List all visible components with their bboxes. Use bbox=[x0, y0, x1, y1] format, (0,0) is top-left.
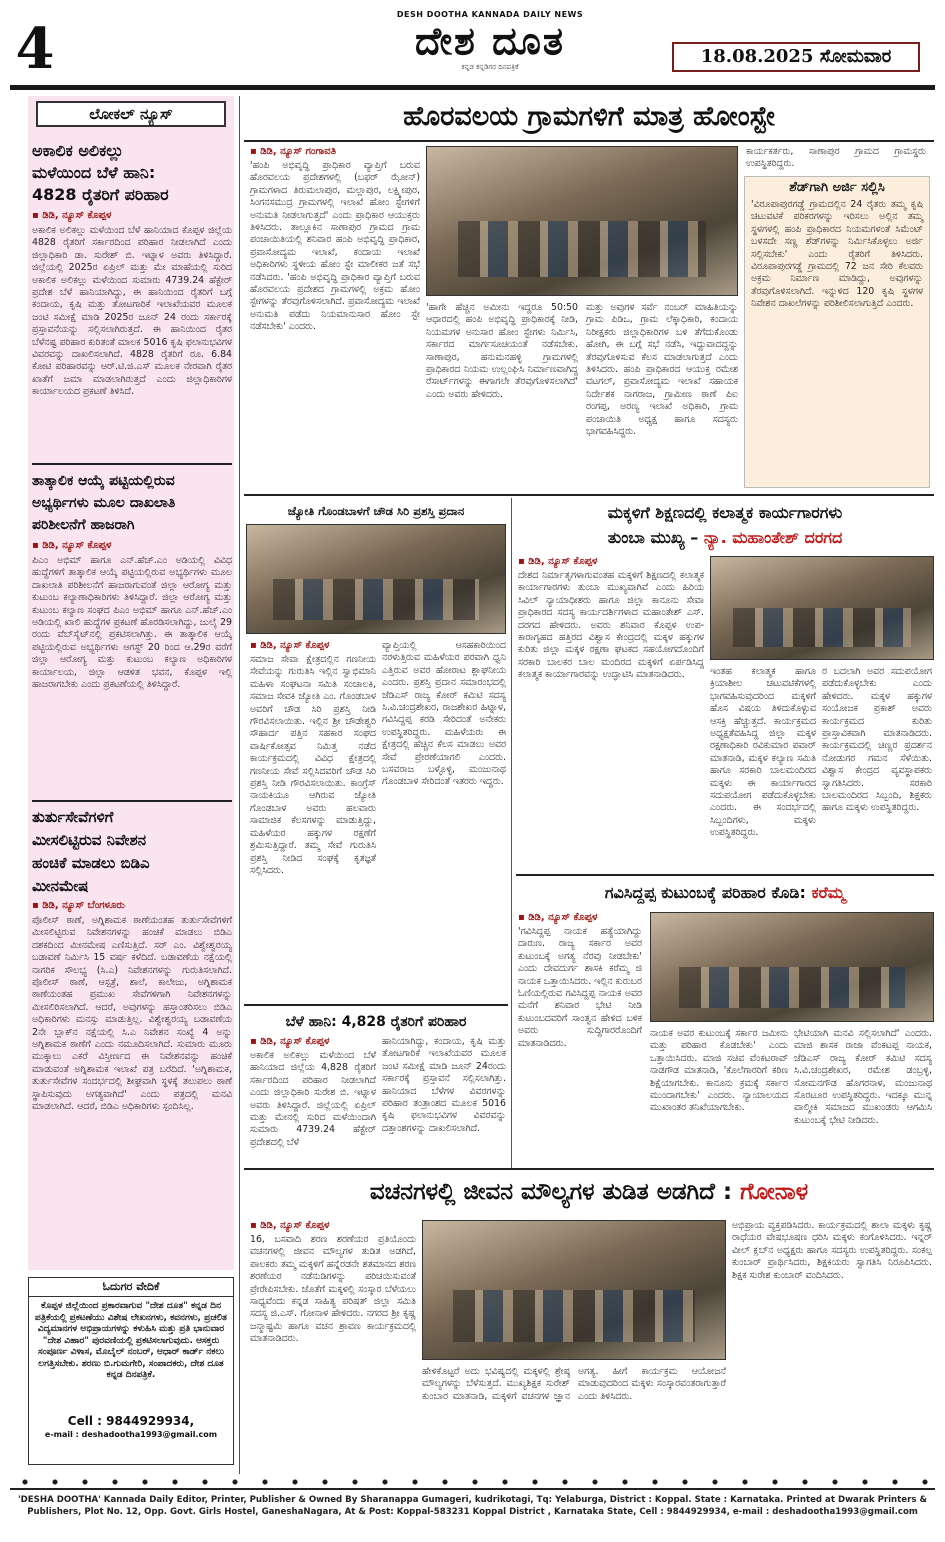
vachana-headline-name: ಗೋನಾಳ bbox=[740, 1179, 809, 1205]
column-rule bbox=[511, 498, 512, 1168]
children-body-b: ಇಂತಹ ಕಲಾತ್ಮಕ ಹಾಗೂ ಕ್ರಿಯಾಶೀಲ ಚಟುವಟಿಕೆಗಳಲ್ಲಿ ಭಾಗವಹಿಸುವುದರಿಂದ ಮಕ್ಕಳಿಗೆ ಹೊಸ ವಿಷಯ ತಿಳಿದುಕೊಳ್ಳುವ ಆಸಕ್ತಿ ಹೆಚ್ಚುತ್ತದೆ. ಕಾರ್ಯಕ್ರಮದ ಅಧ್ಯಕ್ಷತೆವಹಿಸಿದ್ದ ಜಿಲ್ಲಾ ಮಕ್ಕಳ ರಕ್ಷಣಾಧಿಕಾರಿ ರವಿಕುಮಾರ ಪವಾರ್ ಮಾತನಾಡಿ, ಮಕ್ಕಳ ಕಲ್ಯಾಣ ಸಮಿತಿ ಹಾಗೂ ಸರಕಾರಿ ಬಾಲಮಂದಿರದ ಮಕ್ಕಳು ಈ ಕಾರ್ಯಾಗಾರದ ಸದುಪಯೋಗ ಪಡೆದುಕೊಳ್ಳಬೇಕು ಎಂದರು. ಈ ಸಂದರ್ಭದಲ್ಲಿ ಸಿಬ್ಬಂದಿಗಳು, ಮಕ್ಕಳು ಉಪಸ್ಥಿತರಿದ್ದರು. bbox=[710, 666, 816, 839]
story1-headline-line1: ಅಕಾಲಿಕ ಅಲಿಕಲ್ಲು bbox=[32, 141, 124, 160]
crop-headline: ಬೆಳೆ ಹಾನಿ: 4,828 ರೈತರಿಗೆ ಪರಿಹಾರ bbox=[285, 1014, 467, 1030]
gavisiddappa-byline: ▪ ಡಿಡಿ, ನ್ಯೂಸ್ ಕೊಪ್ಪಳ bbox=[518, 912, 598, 923]
footer-line1: 'DESHA DOOTHA' Kannada Daily Editor, Printer, Publisher & Owned By Sharanappa Gumageri, kudrikotagi, Tq: Yelaburga, District : Koppal. State : Karnataka. Printed at Dwarak Printers & bbox=[18, 1495, 927, 1505]
divider bbox=[244, 1168, 934, 1170]
children-body-c: ರ ಬದಲಾಗಿ ಅವರ ಸದುಪಯೋಗ ಪಡೆದುಕೊಳ್ಳಬೇಕು ಎಂದು ಹೇಳಿದರು. ಮಕ್ಕಳ ಹಕ್ಕುಗಳ ಸಂಯೋಜಕ ಪ್ರಕಾಶ್ ಅವರು ಕಾರ್ಯಕ್ರಮದ ಕುರಿತು ಪ್ರಾಸ್ತಾವಿಕವಾಗಿ ಮಾತನಾಡಿದರು. ಕಾರ್ಯಕ್ರಮದಲ್ಲಿ ಚಿಣ್ಣರ ಪ್ರದರ್ಶನ ನೋಡುಗರ ಗಮನ ಸೆಳೆಯಿತು. ವಿಶ್ವಾಸ ಕೇಂದ್ರದ ವ್ಯವಸ್ಥಾಪಕರು ಸ್ವಾಗತಿಸಿದರು. ಸರಕಾರಿ ಬಾಲಮಂದಿರದ ಸಿಬ್ಬಂದಿ, ಶಿಕ್ಷಕರು ಹಾಗೂ ಮಕ್ಕಳು ಉಪಸ್ಥಿತರಿದ್ದರು. bbox=[822, 666, 932, 814]
divider bbox=[516, 874, 934, 876]
vachana-headline bbox=[244, 1172, 934, 1212]
divider bbox=[244, 1004, 508, 1006]
readers-forum-box bbox=[28, 1277, 234, 1465]
gavisiddappa-photo bbox=[650, 912, 934, 1022]
top-story-body-mid: 'ಹಾಗೇ ಹೆಚ್ಚಿನ ಅಮೀನು ಇದ್ದರೂ 50:50 ಆಧಾರದಲ್ಲಿ ಹಂಪಿ ಅಭಿವೃದ್ಧಿ ಪ್ರಾಧಿಕಾರಕ್ಕೆ ನೀಡಿ, ನಿಯಮಗಳ ಅನುಸಾರ ಹೋಂ ಸ್ಟೇಗಳು ನಿರ್ಮಿಸಿ, ಸರ್ಕಾರದ ಮಾರ್ಗಸೂಚಿಯಂತೆ ನಡೆಸಬೇಕು. ಸಾಣಾಪುರ, ಹನುಮನಹಳ್ಳಿ ಗ್ರಾಮಗಳಲ್ಲಿ ಪ್ರಾಧಿಕಾರದ ನಿಯಮ ಉಲ್ಲಂಘಿಸಿ ನಿರ್ಮಾಣವಾಗಿದ್ದ ರೆಸಾರ್ಟ್‌ಗಳನ್ನು ಈಗಾಗಲೇ ತೆರವುಗೊಳಿಸಲಾಗಿದೆ' ಎಂದು ಅವರು ಹೇಳಿದರು. bbox=[426, 302, 578, 400]
vachana-body-c: ಅಭಿಪ್ರಾಯ ವ್ಯಕ್ತಪಡಿಸಿದರು. ಕಾರ್ಯಕ್ರಮದಲ್ಲಿ ಶಾಲಾ ಮಕ್ಕಳು ಕೃಷ್ಣ ರಾಧೆಯರ ವೇಷಭೂಷಣ ಧರಿಸಿ ಮಕ್ಕಳು ಕಂಗೊಳಿಸಿದರು. ಇನ್ನರ್ ವೀಲ್ ಕ್ಲಬ್‌ನ ಅಧ್ಯಕ್ಷರು ಹಾಗೂ ಸದಸ್ಯರು ಉಪಸ್ಥಿತರಿದ್ದರು. ಸಂಕಲ್ಪ ಕುಂಬಾರ್ ಪ್ರಾರ್ಥಿಸಿದರು, ಶಿಕ್ಷಕಿಯರು ಸ್ವಾಗತಿಸಿ ನಿರೂಪಿಸಿದರು. ಶಿಕ್ಷಕ ಸುರೇಶ ಕುಂಬಾರ್ ವಂದಿಸಿದರು. bbox=[732, 1220, 932, 1281]
divider bbox=[32, 800, 232, 802]
story2-headline-line2: ಅಭ್ಯರ್ಥಿಗಳು ಮೂಲ ದಾಖಲಾತಿ bbox=[32, 495, 176, 511]
story1-byline: ▪ ಡಿಡಿ, ನ್ಯೂಸ್ ಕೊಪ್ಪಳ bbox=[32, 210, 112, 221]
masthead-tagline: ಕನ್ನಡ ಕನ್ನಡಿಗರ ದಿನಪತ್ರಿಕೆ bbox=[461, 63, 519, 71]
registration-dots bbox=[10, 1478, 935, 1486]
children-body-a: ದೇಶದ ನಿರ್ಮಾತೃಗಳಾಗುವಂತಹ ಮಕ್ಕಳಿಗೆ ಶಿಕ್ಷಣದಲ್ಲಿ ಕಲಾತ್ಮಕ ಕಾರ್ಯಾಗಾರಗಳು ತುಂಬಾ ಮುಖ್ಯವಾಗಿವೆ ಎಂದು ಹಿರಿಯ ಸಿವಿಲ್ ನ್ಯಾಯಾಧೀಶರು ಹಾಗೂ ಜಿಲ್ಲಾ ಕಾನೂನು ಸೇವಾ ಪ್ರಾಧಿಕಾರದ ಸದಸ್ಯ ಕಾರ್ಯದರ್ಶಿಗಳಾದ ಮಹಾಂತೇಶ್ ಎಸ್. ದರಗದ ಹೇಳಿದರು. ಅವರು ಶನಿವಾರ ಕೊಪ್ಪಳ ಉಪ-ಕಾರಾಗೃಹದ ಹತ್ತಿರದ ವಿಶ್ವಾಸ ಕೇಂದ್ರದಲ್ಲಿ ಮಕ್ಕಳ ಹಕ್ಕುಗಳ ಕುರಿತು ಜಿಲ್ಲಾ ಮಕ್ಕಳ ರಕ್ಷಣಾ ಘಟಕದ ಸಹಯೋಗದೊಂದಿಗೆ ಸರಕಾರಿ ಬಾಲಕರ ಬಾಲ ಮಂದಿರದ ಮಕ್ಕಳಿಗೆ ಏರ್ಪಡಿಸಿದ್ದ ಕಲಾತ್ಮಕ ಕಾರ್ಯಾಗಾರವನ್ನು ಉದ್ಘಾಟಿಸಿ ಮಾತನಾಡಿದರು. bbox=[518, 570, 704, 681]
award-byline: ▪ ಡಿಡಿ, ನ್ಯೂಸ್ ಕೊಪ್ಪಳ bbox=[250, 640, 330, 651]
story1-body: ಅಕಾಲಿಕ ಅಲಿಕಲ್ಲು ಮಳೆಯಿಂದ ಬೆಳೆ ಹಾನಿಯಾದ ಕೊಪ್ಪಳ ಜಿಲ್ಲೆಯ 4828 ರೈತರಿಗೆ ಸರ್ಕಾರದಿಂದ ಪರಿಹಾರ ನೀಡಲಾಗಿದೆ ಎಂದು ಜಿಲ್ಲಾಧಿಕಾರಿ ಡಾ. ಸುರೇಶ್ ಬಿ. ಇಟ್ನಾಳ ಅವರು ತಿಳಿಸಿದ್ದಾರೆ. ಜಿಲ್ಲೆಯಲ್ಲಿ 2025ರ ಏಪ್ರಿಲ್ ಮತ್ತು ಮೇ ಮಾಹೆಯಲ್ಲಿ ಸುರಿದ ಅಕಾಲಿಕ ಅಲಿಕಲ್ಲು ಮಳೆಯಿಂದ ಸುಮಾರು 4739.24 ಹೆಕ್ಟೇರ್ ಪ್ರದೇಶ ಬೆಳೆ ಹಾನಿಯಾಗಿದ್ದು, ಈ ಹಾನಿಯಿಂದ ರೈತರಿಗೆ ಬಗ್ಗೆ ಕಂದಾಯ, ಕೃಷಿ ಮತ್ತು ತೋಟಗಾರಿಕೆ ಇಲಾಖೆಯವರ ಮೂಲಕ ಜಂಟಿ ಸಮೀಕ್ಷೆ ಮಾಡಿ 2025ರ ಜೂನ್ 24 ರಂದು ಸರ್ಕಾರಕ್ಕೆ ಪ್ರಸ್ತಾವನೆಯನ್ನು ಸಲ್ಲಿಸಲಾಗಿರುತ್ತದೆ. ಈ ಹಾನಿಯಿಂದ ರೈತರ ಬೆಳೆನಷ್ಟ ಪರಿಹಾರ ಕುರಿತಂತೆ ಮಾಲಕ 5016 ಕೃಷಿ ಫಲಾನುಭವಿಗಳ ವಿವರವನ್ನು ದಾಖಲಿಸಲಾಗಿದೆ. 4828 ರೈತರಿಗೆ ರೂ. 6.84 ಕೋಟಿ ಪರಿಹಾರವನ್ನು ಆರ್.ಟಿ.ಜಿ.ಎಸ್ ಮೂಲಕ ನೇರವಾಗಿ ರೈತರ ಖಾತೆಗೆ ಜಮಾ ಮಾಡಲಾಗಿರುತ್ತದೆ ಎಂದು ಜಿಲ್ಲಾಧಿಕಾರಿಗಳ ಕಾರ್ಯಾಲಯದ ಪ್ರಕಟಣೆ ತಿಳಿಸಿದೆ. bbox=[32, 225, 232, 398]
footer-imprint bbox=[10, 1488, 935, 1532]
story3-byline: ▪ ಡಿಡಿ, ನ್ಯೂಸ್ ಬೆಂಗಳೂರು bbox=[32, 900, 125, 911]
children-headline bbox=[516, 500, 934, 550]
story1-headline-line3: 4828 ರೈತರಿಗೆ ಪರಿಹಾರ bbox=[32, 185, 169, 204]
divider bbox=[244, 494, 934, 496]
award-body-b: ವ್ಯಾಪ್ತಿಯಲ್ಲಿ ಆಸಹಕಾರಿಯಿಂದ ನರಳುತ್ತಿರುವ ಮಹಿಳೆಯರ ಪರವಾಗಿ ಧ್ವನಿ ಎತ್ತಿರುವ ಅವರ ಹೋರಾಟ ಶ್ಲಾಘನೀಯ ಎಂದರು. ಪ್ರಶಸ್ತಿ ಪ್ರದಾನ ಸಮಾರಂಭದಲ್ಲಿ ಜೆಡಿಎಸ್ ರಾಜ್ಯ ಕೋರ್ ಕಮಿಟಿ ಸದಸ್ಯ ಸಿ.ವಿ.ಚಂದ್ರಶೇಖರ, ರಾಜಶೇಖರ ಹಿಟ್ನಾಳ, ಗವಿಸಿದ್ದಪ್ಪ ಕರಡಿ ಸೇರಿದಂತೆ ಅನೇಕರು ಉಪಸ್ಥಿತರಿದ್ದರು. ಮಹಿಳೆಯರು ಈ ಕ್ಷೇತ್ರದಲ್ಲಿ ಹೆಚ್ಚಿನ ಕೆಲಸ ಮಾಡಲು ಅವರ ಸೇವೆ ಪ್ರೇರಣೆಯಾಗಲಿ ಎಂದರು. ಬಸವರಾಜ ಬಳ್ಳೊಳ್ಳಿ, ಮಂಜುನಾಥ ಗೊಂಡಬಾಳ ಸೇರಿದಂತೆ ಇತರರು ಇದ್ದರು. bbox=[382, 640, 506, 788]
story3-headline-line1: ತುರ್ತುಸೇವೆಗಳಿಗೆ bbox=[32, 808, 114, 826]
story2-headline bbox=[32, 470, 232, 536]
footer-line2: Publishers, Plot No. 12, Opp. Govt. Girls Hostel, GaneshaNagara, At & Post: Koppal-583231 Koppal District , Karnataka State, Cell : 9844929934, e-mail : deshadootha1993@gmail.com bbox=[27, 1507, 918, 1517]
top-story-sidebar bbox=[744, 176, 930, 488]
story2-byline: ▪ ಡಿಡಿ, ನ್ಯೂಸ್ ಕೊಪ್ಪಳ bbox=[32, 540, 112, 551]
story1-headline-line2: ಮಳೆಯಿಂದ ಬೆಳೆ ಹಾನಿ: bbox=[32, 163, 156, 182]
vachana-headline-main: ವಚನಗಳಲ್ಲಿ ಜೀವನ ಮೌಲ್ಯಗಳ ತುಡಿತ ಅಡಗಿದೆ : bbox=[369, 1179, 733, 1205]
vachana-photo bbox=[422, 1220, 726, 1360]
story3-body: ಪೊಲೀಸ್ ಠಾಣೆ, ಅಗ್ನಿಶಾಮಕ ಠಾಣೆಯಂತಹ ತುರ್ತುಸೇವೆಗಳಿಗೆ ಮೀಸಲಿಟ್ಟಿರುವ ನಿವೇಶನಗಳನ್ನು ಹಂಚಿಕೆ ಮಾಡಲು ಬಿಡಿಎ ದಶಕದಿಂದ ಮೀನಮೇಷ ಎಣಿಸುತ್ತಿದೆ. ಸರ್ ಎಂ. ವಿಶ್ವೇಶ್ವರಯ್ಯ ಬಡಾವಣೆ ನಿರ್ಮಿಸಿ 15 ವರ್ಷ ಕಳೆದಿದೆ. ಬಡಾವಣೆಯ ನಕ್ಷೆಯಲ್ಲಿ ನಾಗರಿಕ ಸೌಲಭ್ಯ (ಸಿ.ಎ) ನಿವೇಶನಗಳನ್ನು ಗುರುತಿಸಲಾಗಿದೆ. ಪೊಲೀಸ್ ಠಾಣೆ, ಆಸ್ಪತ್ರೆ, ಶಾಲೆ, ಕಾಲೇಜು, ಅಗ್ನಿಶಾಮಕ ಠಾಣೆಯಂತಹ ಪ್ರಮುಖ ಸೇವೆಗಳಿಗಾಗಿ ನಿವೇಶನಗಳನ್ನು ಮೀಸಲಿರಿಸಲಾಗಿದೆ. ಆದರೆ, ಅವುಗಳನ್ನು ಹಸ್ತಾಂತರಿಸಲು ಬಿಡಿಎ ಅಧಿಕಾರಿಗಳು ಮನಸ್ಸು ಮಾಡುತ್ತಿಲ್ಲ. ವಿಶ್ವೇಶ್ವರಯ್ಯ ಬಡಾವಣೆಯ 2ನೇ ಬ್ಲಾಕ್‌ನ ನಕ್ಷೆಯಲ್ಲಿ ಸಿ.ಎ ನಿವೇಶನ ಸಂಖ್ಯೆ 4 ಅನ್ನು ಅಗ್ನಿಶಾಮಕ ಠಾಣೆಗೆ ಎಂದು ನಮೂದಿಸಲಾಗಿದೆ. ಸುಮಾರು ಮೂರು ಮುಕ್ಕಾಲು ಎಕರೆ ವಿಸ್ತೀರ್ಣದ ಈ ನಿವೇಶನವನ್ನು ಹಂಚಿಕೆ ಮಾಡುವಂತೆ ಅಗ್ನಿಶಾಮಕ ಇಲಾಖೆ ಪತ್ರ ಬರೆದಿದೆ. 'ಅಗ್ನಿಶಾಮಕ, ತುರ್ತುಸೇವೆಗಳ ಸಂದರ್ಭದಲ್ಲಿ ಶೀಘ್ರವಾಗಿ ಸ್ಥಳಕ್ಕೆ ತಲುಪಲು ಠಾಣೆ ಸ್ಥಾಪಿಸುವುದು ಅಗತ್ಯವಾಗಿದೆ' ಎಂದು ಪತ್ರದಲ್ಲಿ ಮನವಿ ಮಾಡಲಾಗಿದೆ. ಆದರೆ, ಬಿಡಿಎ ಅಧಿಕಾರಿಗಳು ಸ್ಪಂದಿಸಿಲ್ಲ. bbox=[32, 915, 232, 1113]
section-label: ಲೋಕಲ್ ನ್ಯೂಸ್ bbox=[89, 105, 173, 123]
children-headline-line1: ಮಕ್ಕಳಿಗೆ ಶಿಕ್ಷಣದಲ್ಲಿ ಕಲಾತ್ಮಕ ಕಾರ್ಯಗಾರಗಳು bbox=[607, 503, 843, 522]
children-byline: ▪ ಡಿಡಿ, ನ್ಯೂಸ್ ಕೊಪ್ಪಳ bbox=[518, 556, 598, 567]
readers-forum-email: e-mail : deshadootha1993@gmail.com bbox=[44, 1430, 218, 1439]
award-body-a: ಸಮಾಜ ಸೇವಾ ಕ್ಷೇತ್ರದಲ್ಲಿನ ಗಣನೀಯ ಸೇವೆಯನ್ನು ಗುರುತಿಸಿ ಇಲ್ಲಿನ ಸ್ವಾಭಿಮಾನಿ ಮಹಿಳಾ ಸಂಘಟನಾ ಸಮಿತಿ ಸಂಚಾಲಕಿ, ಸಮಾಜ ಸೇವಕಿ ಜ್ಯೋತಿ ಎಂ. ಗೊಂಡಬಾಳ ಅವರಿಗೆ ಚೌಡ ಸಿರಿ ಪ್ರಶಸ್ತಿ ನೀಡಿ ಗೌರವಿಸಲಾಯಿತು. ಇಲ್ಲಿನ ಶ್ರೀ ಚೌಡೇಶ್ವರಿ ಸೌಹಾರ್ದ ಪತ್ತಿನ ಸಹಕಾರ ಸಂಘದ ವಾರ್ಷಿಕೋತ್ಸವ ನಿಮಿತ್ತ ನಡೆದ ಕಾರ್ಯಕ್ರಮದಲ್ಲಿ ವಿವಿಧ ಕ್ಷೇತ್ರದಲ್ಲಿ ಗಣನೀಯ ಸೇವೆ ಸಲ್ಲಿಸಿದವರಿಗೆ ಚೌಡ ಸಿರಿ ಪ್ರಶಸ್ತಿ ನೀಡಿ ಗೌರವಿಸಲಾಯಿತು. ಕಾಂಗ್ರೆಸ್ ನಾಯಕಿಯೂ ಆಗಿರುವ ಜ್ಯೋತಿ ಗೊಂಡಬಾಳ ಅವರು ಹಲವಾರು ಸಾಮಾಜಿಕ ಕೆಲಸಗಳನ್ನು ಮಾಡುತ್ತಿದ್ದು, ಮಹಿಳೆಯರ ಹಕ್ಕುಗಳ ರಕ್ಷಣೆಗೆ ಶ್ರಮಿಸುತ್ತಿದ್ದಾರೆ. ತಮ್ಮ ಸೇವೆ ಗುರುತಿಸಿ ಪ್ರಶಸ್ತಿ ನೀಡಿದ ಸಂಘಕ್ಕೆ ಕೃತಜ್ಞತೆ ಸಲ್ಲಿಸಿದರು. bbox=[250, 654, 376, 876]
readers-forum-cell: Cell : 9844929934, bbox=[67, 1414, 195, 1428]
vachana-body-a: 16, ಬಸವಾದಿ ಶರಣ ಶರಣೆಯರ ಪ್ರತಿಯೊಂದು ವಚನಗಳಲ್ಲಿ ಜೀವನ ಮೌಲ್ಯಗಳ ತುಡಿತ ಅಡಗಿದೆ, ಪಾಲಕರು ತಮ್ಮ ಮಕ್ಕಳಿಗೆ ಹನ್ನೆರಡನೇ ಶತಮಾನದ ಶರಣ ಶರಣೆಯರ ನಡೆನುಡಿಗಳನ್ನು ಪರಿಚಯಿಸುವಂತೆ ಪ್ರೇರೇಪಿಸಬೇಕು. ಜೊತೆಗೆ ಮಕ್ಕಳಲ್ಲಿ ಸಂಸ್ಕಾರ ಬೆಳೆಯಲು ಸಾಧ್ಯವೆಂದು ಕನ್ನಡ ಸಾಹಿತ್ಯ ಪರಿಷತ್ ಜಿಲ್ಲಾ ಸಮಿತಿ ಸದಸ್ಯ ಜಿ.ಎಸ್. ಗೋನಾಳ ಹೇಳಿದರು. ನಗರದ ಶ್ರೀ ಕೃಷ್ಣ ಜನ್ಮಾಷ್ಟಮಿ ಹಾಗೂ ವಚನ ಶ್ರಾವಣ ಕಾರ್ಯಕ್ರಮದಲ್ಲಿ ಮಾತನಾಡಿದರು. bbox=[250, 1234, 416, 1345]
divider bbox=[244, 140, 934, 142]
story2-body: ಪಿಎಂ ಅಭಿಮ್ ಹಾಗೂ ಎನ್.ಹೆಚ್.ಎಂ ಅಡಿಯಲ್ಲಿ ವಿವಿಧ ಹುದ್ದೆಗಳಿಗೆ ತಾತ್ಕಾಲಿಕ ಆಯ್ಕೆ ಪಟ್ಟಿಯಲ್ಲಿರುವ ಅಭ್ಯರ್ಥಿಗಳು ಮೂಲ ದಾಖಲಾತಿ ಪರಿಶೀಲನೆಗೆ ಹಾಜರಾಗುವಂತೆ ಜಿಲ್ಲಾ ಆರೋಗ್ಯ ಮತ್ತು ಕುಟುಂಬ ಕಲ್ಯಾಣಾಧಿಕಾರಿಗಳು ತಿಳಿಸಿದ್ದಾರೆ. ಜಿಲ್ಲಾ ಆರೋಗ್ಯ ಮತ್ತು ಕುಟುಂಬ ಕಲ್ಯಾಣ ಸಂಘದ ಪಿಎಂ ಅಭಿಮ್ ಹಾಗೂ ಎನ್.ಹೆಚ್.ಎಂ ಅಡಿಯಲ್ಲಿ ಖಾಲಿ ಹುದ್ದೆಗಳ ಪ್ರಕಟಣೆ ಹೊರಡಿಸಲಾಗಿದ್ದು, ಜುಲೈ 29 ರಂದು ವೆಬ್‌ಸೈಟ್‌ನಲ್ಲಿ ಪ್ರಕಟಿಸಲಾಗಿತ್ತು. ಈ ತಾತ್ಕಾಲಿಕ ಆಯ್ಕೆ ಪಟ್ಟಿಯಲ್ಲಿರುವ ಅಭ್ಯರ್ಥಿಗಳು ಆಗಸ್ಟ್ 20 ರಿಂದ ಆ.29ರ ವರೆಗೆ ಜಿಲ್ಲಾ ಆರೋಗ್ಯ ಮತ್ತು ಕುಟುಂಬ ಕಲ್ಯಾಣ ಅಧಿಕಾರಿಗಳ ಕಾರ್ಯಾಲಯ, ಜಿಲ್ಲಾ ಆಡಳಿತ ಭವನ, ಕೊಪ್ಪಳ ಇಲ್ಲಿ ಹಾಜರಾಗಬೇಕು ಎಂದು ಪ್ರಕಟಣೆಯಲ್ಲಿ ತಿಳಿಸಿದ್ದಾರೆ. bbox=[32, 555, 232, 691]
children-headline-line2: ತುಂಬಾ ಮುಖ್ಯ – bbox=[607, 528, 699, 547]
page-number: 4 bbox=[15, 16, 55, 82]
masthead bbox=[360, 10, 620, 80]
story1-headline bbox=[32, 140, 232, 206]
top-story-body-right: ಮತ್ತು ಅವುಗಳ ಸರ್ವೆ ನಂಬರ್ ಮಾಹಿತಿಯನ್ನು ಗ್ರಾಮ ಪಿಡಿಒ, ಗ್ರಾಮ ಲೆಕ್ಕಾಧಿಕಾರಿ, ಕಂದಾಯ ನಿರೀಕ್ಷಕರು ಜಿಲ್ಲಾಧಿಕಾರಿಗಳ ಬಳಿ ತೆಗೆದುಕೊಂಡು ಹೋಗಿ, ಈ ಬಗ್ಗೆ ಸಭೆ ನಡೆಸಿ, ಇದ್ದುವಾದದ್ದನ್ನು ತೆರವುಗೊಳಿಸುವ ಕೆಲಸ ಮಾಡಲಾಗುತ್ತದೆ ಎಂದು ತಿಳಿಸಿದರು. ಹಂಪಿ ಪ್ರಾಧಿಕಾರದ ಆಯುಕ್ತ ರಮೇಶ ವಟಗಲ್, ಪ್ರವಾಸೋದ್ಯಮ ಇಲಾಖೆ ಸಹಾಯಕ ನಿರ್ದೇಶಕ ನಾಗರಾಜ, ಗ್ರಾಮೀಣ ಠಾಣೆ ಪಿಐ ರಂಗಪ್ಪ, ಅರಣ್ಯ ಇಲಾಖೆ ಅಧಿಕಾರಿ, ಗ್ರಾಮ ಪಂಚಾಯಿತಿ ಅಧ್ಯಕ್ಷ ಹಾಗೂ ಸದಸ್ಯರು ಭಾಗವಹಿಸಿದ್ದರು. bbox=[586, 302, 738, 438]
top-story-byline: ▪ ಡಿಡಿ, ನ್ಯೂಸ್ ಗಂಗಾವತಿ bbox=[250, 146, 336, 157]
story2-headline-line1: ತಾತ್ಕಾಲಿಕ ಆಯ್ಕೆ ಪಟ್ಟಿಯಲ್ಲಿರುವ bbox=[32, 473, 175, 489]
crop-body-a: ಅಕಾಲಿಕ ಅಲಿಕಲ್ಲು ಮಳೆಯಿಂದ ಬೆಳೆ ಹಾನಿಯಾದ ಜಿಲ್ಲೆಯ 4,828 ರೈತರಿಗೆ ಸರ್ಕಾರದಿಂದ ಪರಿಹಾರ ನೀಡಲಾಗಿದೆ ಎಂದು ಜಿಲ್ಲಾಧಿಕಾರಿ ಸುರೇಶ ಬಿ. ಇಟ್ನಾಳ ಅವರು ತಿಳಿಸಿದ್ದಾರೆ. ಜಿಲ್ಲೆಯಲ್ಲಿ ಏಪ್ರಿಲ್ ಮತ್ತು ಮೇನಲ್ಲಿ ಸುರಿದ ಮಳೆಯಿಂದಾಗಿ ಸುಮಾರು 4739.24 ಹೆಕ್ಟೇರ್ ಪ್ರದೇಶದಲ್ಲಿ ಬೆಳೆ bbox=[250, 1050, 376, 1148]
sidebar-body: 'ವಿರೂಪಾಪುರಗಡ್ಡೆ ಗ್ರಾಮದಲ್ಲಿನ 24 ರೈತರು ತಮ್ಮ ಕೃಷಿ ಚಟುವಟಿಕೆ ಪರಿಕರಗಳನ್ನು ಇರಿಸಲು ಅಲ್ಲಿನ ತಮ್ಮ ಸ್ಥಳಗಳಲ್ಲಿ ಹಂಪಿ ಪ್ರಾಧಿಕಾರದ ನಿಯಮಗಳಂತೆ ಸಿಮೆಂಟ್ ಬಳಸದೇ ಸಣ್ಣ ಶೆಡ್‌ಗಳನ್ನು ನಿರ್ಮಿಸಿಕೊಳ್ಳಲು ಅರ್ಜಿ ಸಲ್ಲಿಸಬೇಕು' ಎಂದು ರೈತರಿಗೆ ತಿಳಿಸಿದರು. ವಿರೂಪಾಪುರಗಡ್ಡೆ ಗ್ರಾಮದಲ್ಲಿ 72 ಜನ ಸೇರಿ ಕೆಲವರು ಅಕ್ರಮ ನಿರ್ಮಾಣ ಮಾಡಿದ್ದು, ಅವುಗಳನ್ನು ತೆರವುಗೊಳಿಸಲಾಗಿದೆ. ಇನ್ನುಳಿದ 120 ಕೃಷಿ ಸ್ಥಳಗಳ ನಿವೇಶನ ದಾಖಲೆಗಳನ್ನು ಪರಿಶೀಲಿಸಲಾಗುತ್ತಿದೆ ಎಂದರು. bbox=[751, 199, 923, 310]
vachana-body-b: ಹೇಳಿಕೊಟ್ಟರೆ ಅದು ಭವಿಷ್ಯದಲ್ಲಿ ಮಕ್ಕಳಲ್ಲಿ ಶ್ರೇಷ್ಠ ಮೌಲ್ಯಗಳನ್ನು ಬೆಳೆಸುತ್ತದೆ. ಮುಖ್ಯಶಿಕ್ಷಕ ಸುರೇಶ್ ಕುಂಬಾರ ಮಾತನಾಡಿ, ಮಕ್ಕಳಿಗೆ ವಚನಗಳ ಜ್ಞಾನ ಅಗತ್ಯ. ಹೀಗೆ ಕಾರ್ಯಕ್ರಮ ಆಯೋಜನೆ ಮಾಡುವುದರಿಂದ ಮಕ್ಕಳು ಸಂಸ್ಕಾರವಂತರಾಗುತ್ತಾರೆ ಎಂದು ತಿಳಿಸಿದರು. bbox=[422, 1366, 726, 1402]
gavisiddappa-body-c: ಭೇಟಿಯಾಗಿ ಮನವಿ ಸಲ್ಲಿಸಲಾಗಿದೆ' ಎಂದರು. ಮಾಜಿ ಶಾಸಕ ರಾಜಾ ವೆಂಕಟಪ್ಪ ನಾಯಕ, ಜೆಡಿಎಸ್ ರಾಜ್ಯ ಕೋರ್ ಕಮಿಟಿ ಸದಸ್ಯ ಸಿ.ವಿ.ಚಂದ್ರಶೇಖರ, ರಮೇಶ ಡಂಬ್ರಳ್ಳಿ, ಸೋಮನಗೌಡ ಹೊಗರನಾಳ, ಮಂಜುನಾಥ ಸೊರಟೂರ ಉಪಸ್ಥಿತರಿದ್ದರು. ಇದಕ್ಕೂ ಮುನ್ನ ವಾಲ್ಮೀಕಿ ಸಮಾಜದ ಮುಖಂಡರು ಆಗಮಿಸಿ ಕುಟುಂಬಕ್ಕೆ ಭೇಟಿ ನೀಡಿದರು. bbox=[794, 1028, 932, 1126]
column-rule bbox=[239, 96, 240, 1474]
story3-headline-line3: ಹಂಚಿಕೆ ಮಾಡಲು ಬಿಡಿಎ bbox=[32, 854, 150, 872]
divider bbox=[32, 463, 232, 465]
readers-forum-body: ಕೊಪ್ಪಳ ಜಿಲ್ಲೆಯಿಂದ ಪ್ರಕಾರವಾಗುವ "ದೇಶ ದೂತ" ಕನ್ನಡ ದಿನ ಪತ್ರಿಕೆಯಲ್ಲಿ ಪ್ರಕಟಣೆಯು ವಿಶೇಷ ಲೇಖನಗಳು, ಕವನಗಳು, ಪ್ರಚಲಿತ ವಿದ್ಯಮಾನಗಳ ಅಭಿಪ್ರಾಯಗಳನ್ನು ಕಳುಹಿಸಿ ಮತ್ತು ಪ್ರತಿ ಭಾನುವಾರ "ದೇಶ ವಿಹಾರ" ಪುರವಣಿಯಲ್ಲಿ ಪ್ರಕಟಿಸಲಾಗುವುದು. ಆಸಕ್ತರು ಸಂಪೂರ್ಣ ವಿಳಾಸ, ಮೊಬೈಲ್ ನಂಬರ್, ಆಧಾರ್ ಕಾರ್ಡ್ ನಕಲು ಲಗತ್ತಿಸಬೇಕು. ಶರಣು ಬಿ.ಗುಮಗೇರಿ, ಸಂಪಾದಕರು, ದೇಶ ದೂತ ಕನ್ನಡ ದಿನಪತ್ರಿಕೆ. bbox=[35, 1301, 227, 1380]
gavisiddappa-body-a: 'ಗವಿಸಿದ್ದಪ್ಪ ನಾಯಕ ಹತ್ಯೆಯಾಗಿದ್ದು ದಾರುಣ. ರಾಜ್ಯ ಸರ್ಕಾರ ಅವರ ಕುಟುಂಬಕ್ಕೆ ಅಗತ್ಯ ನೆರವು ನೀಡಬೇಕು' ಎಂದು ದೇವದುರ್ಗ ಶಾಸಕಿ ಕರೆಮ್ಮ ಜಿ ನಾಯಕ ಒತ್ತಾಯಿಸಿದರು. ಇಲ್ಲಿನ ಕುರುಬರ ಓಣಿಯಲ್ಲಿರುವ ಗವಿಸಿದ್ದಪ್ಪ ನಾಯಕ ಅವರ ಮನೆಗೆ ಶನಿವಾರ ಭೇಟಿ ನೀಡಿ ಕುಟುಂಬದವರಿಗೆ ಸಾಂತ್ವನ ಹೇಳಿದ ಬಳಿಕ ಅವರು ಸುದ್ದಿಗಾರರೊಂದಿಗೆ ಮಾತನಾಡಿದರು. bbox=[518, 926, 642, 1049]
header-rule bbox=[10, 85, 935, 90]
gavisiddappa-headline-main: ಗವಿಸಿದ್ದಪ್ಪ ಕುಟುಂಬಕ್ಕೆ ಪರಿಹಾರ ಕೊಡಿ: bbox=[604, 883, 806, 902]
readers-forum-title: ಓದುಗರ ವೇದಿಕೆ bbox=[29, 1278, 233, 1297]
top-story-headline: ಹೊರವಲಯ ಗ್ರಾಮಗಳಿಗೆ ಮಾತ್ರ ಹೋಂಸ್ಟೇ bbox=[403, 101, 775, 132]
gavisiddappa-body-b: ನಾಯಕ ಅವರ ಕುಟುಂಬಕ್ಕೆ ಸರ್ಕಾರ ಜಮೀನು ಮತ್ತು ಪರಿಹಾರ ಕೊಡಬೇಕು' ಎಂದು ಒತ್ತಾಯಿಸಿದರು. ಮಾಜಿ ಸಚಿವ ವೆಂಕಟರಾವ್ ನಾಡಗೌಡ ಮಾತನಾಡಿ, 'ಕೊಲೆಗಾರರಿಗೆ ಕಠಿಣ ಶಿಕ್ಷೆಯಾಗಬೇಕು. ಕಾನೂನು ಕ್ರಮಕ್ಕೆ ಸರ್ಕಾರ ಮುಂದಾಗಬೇಕು' ಎಂದರು. ನ್ಯಾಯಾಲಯದ ಮುಖಾಂತರ ತನಿಖೆಯಾಗಬೇಕು. bbox=[650, 1028, 788, 1114]
award-headline: ಜ್ಯೋತಿ ಗೊಂಡಬಾಳಗೆ ಚೌಡ ಸಿರಿ ಪ್ರಶಸ್ತಿ ಪ್ರದಾನ bbox=[287, 504, 465, 518]
story3-headline-line4: ಮೀನಮೇಷ bbox=[32, 877, 89, 895]
crop-byline: ▪ ಡಿಡಿ, ನ್ಯೂಸ್ ಕೊಪ್ಪಳ bbox=[250, 1036, 330, 1047]
award-photo bbox=[246, 524, 506, 634]
top-story-photo bbox=[426, 146, 738, 296]
section-label-box bbox=[36, 101, 226, 127]
story3-headline bbox=[32, 806, 232, 898]
vachana-byline: ▪ ಡಿಡಿ, ನ್ಯೂಸ್ ಕೊಪ್ಪಳ bbox=[250, 1220, 330, 1231]
crop-body-b: ಹಾನಿಯಾಗಿದ್ದು, ಕಂದಾಯ, ಕೃಷಿ ಮತ್ತು ತೋಟಗಾರಿಕೆ ಇಲಾಖೆಯವರ ಮೂಲಕ ಜಂಟಿ ಸಮೀಕ್ಷೆ ಮಾಡಿ ಜೂನ್ 24ರಂದು ಸರ್ಕಾರಕ್ಕೆ ಪ್ರಸ್ತಾವನೆ ಸಲ್ಲಿಸಲಾಗಿತ್ತು. ಹಾನಿಯಾದ ಬೆಳೆಗಳ ವಿವರಗಳನ್ನು ಪರಿಹಾರ ತಂತ್ರಾಂಶದ ಮೂಲಕ 5016 ಕೃಷಿ ಫಲಾನುಭವಿಗಳ ವಿವರವನ್ನು ದತ್ತಾಂಶಗಳನ್ನು ದಾಖಲಿಸಲಾಗಿದೆ. bbox=[382, 1036, 506, 1134]
masthead-logo: ದೇಶ ದೂತ bbox=[415, 19, 565, 63]
top-story-body-left: 'ಹಂಪಿ ಅಭಿವೃದ್ಧಿ ಪ್ರಾಧಿಕಾರ ವ್ಯಾಪ್ತಿಗೆ ಬರುವ ಹೊರವಲಯ ಪ್ರದೇಶಗಳಲ್ಲಿ (ಬಫರ್ ಝೋನ್) ಗ್ರಾಮಗಳಾದ ತಿರುಮಲಾಪುರ, ಮಲ್ಲಾಪುರ, ಲಕ್ಷ್ಮೀಪುರ, ಸಿಂಗನಸಮುದ್ರ ಗ್ರಾಮಗಳಲ್ಲಿ ಇಲಾಖೆ ಹೋಂ ಸ್ಟೇಗಳಿಗೆ ಅನುಮತಿ ನೀಡಲಾಗುತ್ತದೆ' ಎಂದು ಪ್ರಾಧಿಕಾರ ಆಯುಕ್ತರು ತಿಳಿಸಿದರು. ತಾಲ್ಲೂಕಿನ ಸಾಣಾಪುರ ಗ್ರಾಮದ ಗ್ರಾಮ ಪಂಚಾಯಿತಿಯಲ್ಲಿ ಶನಿವಾರ ಹಂಪಿ ಅಭಿವೃದ್ಧಿ ಪ್ರಾಧಿಕಾರ, ಪ್ರವಾಸೋದ್ಯಮ ಇಲಾಖೆ, ಕಂದಾಯ ಇಲಾಖೆ ಅಧಿಕಾರಿಗಳು ಸ್ಥಳೀಯ ಹೋಂ ಸ್ಟೇ ಮಾಲೀಕರ ಜತೆ ಸಭೆ ನಡೆಸಿದರು. 'ಹಂಪಿ ಅಭಿವೃದ್ಧಿ ಪ್ರಾಧಿಕಾರ ವ್ಯಾಪ್ತಿಗೆ ಬರುವ ಹೊರವಲಯ ಪ್ರದೇಶದ ಗ್ರಾಮಗಳಲ್ಲಿ ಅಕ್ರಮ ಹೋಂ ಸ್ಟೇಗಳನ್ನು ತೆರವುಗೊಳಿಸಲಾಗಿದೆ. ಪ್ರವಾಸೋದ್ಯಮ ಇಲಾಖೆ ಅನುಮತಿ ಪಡೆದು ನಿಯಮಾನುಸಾರ ಹೋಂ ಸ್ಟೇ ನಡೆಸಬೇಕು' ಎಂದರು. bbox=[250, 160, 420, 333]
story2-headline-line3: ಪರಿಶೀಲನೆಗೆ ಹಾಜರಾಗಿ bbox=[32, 517, 135, 533]
story3-headline-line2: ಮೀಸಲಿಟ್ಟಿರುವ ನಿವೇಶನ bbox=[32, 831, 147, 849]
top-story-body-far: ಕಾರ್ಯಕರ್ತರು, ಸಾಣಾಪುರ ಗ್ರಾಮದ ಗ್ರಾಮಸ್ಥರು ಉಪಸ್ಥಿತರಿದ್ದರು. bbox=[746, 146, 926, 170]
sidebar-headline: ಶೆಡ್‌ಗಾಗಿ ಅರ್ಜಿ ಸಲ್ಲಿಸಿ bbox=[789, 180, 885, 195]
gavisiddappa-headline-name: ಕರೆಮ್ಮ bbox=[811, 883, 846, 902]
issue-date: 18.08.2025 ಸೋಮವಾರ bbox=[672, 42, 920, 72]
masthead-subtitle: DESH DOOTHA KANNADA DAILY NEWS bbox=[396, 10, 584, 19]
gavisiddappa-headline bbox=[516, 880, 934, 906]
children-photo bbox=[710, 556, 934, 660]
children-headline-name: ನ್ಯಾ. ಮಹಾಂತೇಶ್ ದರಗದ bbox=[703, 528, 843, 547]
